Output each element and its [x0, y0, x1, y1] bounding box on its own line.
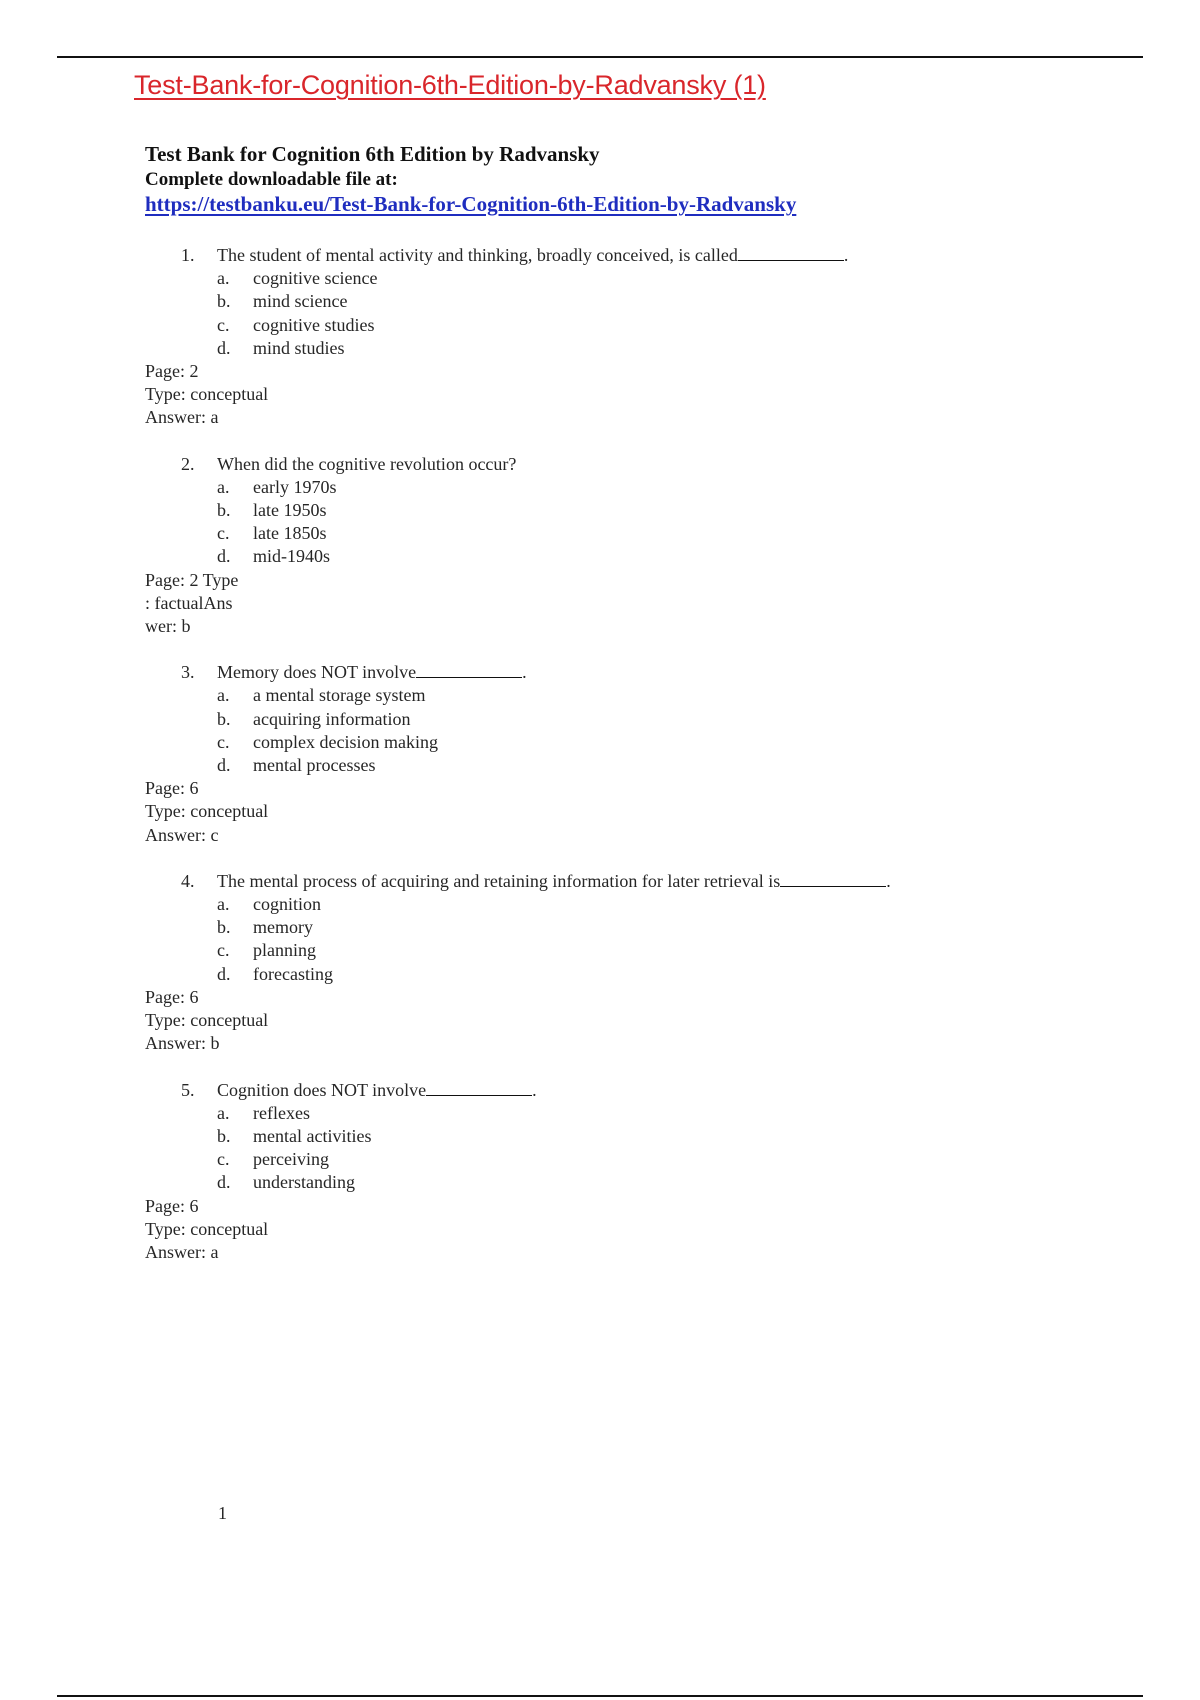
option-c — [145, 939, 1145, 962]
option-letter: a. — [217, 894, 230, 915]
meta-answer: Answer: a — [145, 407, 219, 428]
option-d — [145, 337, 1145, 360]
question-stem: Memory does NOT involve — [217, 662, 417, 683]
meta-answer: Answer: c — [145, 824, 219, 845]
meta-type: Type: conceptual — [145, 384, 269, 405]
question-number: 5. — [181, 1079, 195, 1100]
meta-answer: Answer: a — [145, 1241, 219, 1262]
meta-type: Type: conceptual — [145, 1010, 269, 1031]
question-4 — [145, 870, 1145, 1056]
question-3 — [145, 661, 1145, 847]
option-b — [145, 916, 1145, 939]
option-text: late 1950s — [253, 500, 327, 521]
option-letter: b. — [217, 1125, 231, 1146]
option-text: cognitive science — [253, 268, 378, 289]
option-text: a mental storage system — [253, 685, 426, 706]
meta-page: Page: 2 — [145, 361, 199, 382]
meta-page: Page: 6 — [145, 1195, 199, 1216]
option-letter: d. — [217, 963, 231, 984]
option-b — [145, 708, 1145, 731]
option-letter: a. — [217, 685, 230, 706]
option-d — [145, 545, 1145, 568]
option-letter: d. — [217, 337, 231, 358]
option-text: forecasting — [253, 963, 333, 984]
option-d — [145, 754, 1145, 777]
option-letter: d. — [217, 1172, 231, 1193]
header-block — [145, 142, 796, 217]
option-b — [145, 1125, 1145, 1148]
option-a — [145, 1102, 1145, 1125]
option-text: mental activities — [253, 1125, 372, 1146]
question-5 — [145, 1079, 1145, 1265]
question-end-punct: . — [886, 870, 891, 891]
question-stem: The mental process of acquiring and retaining information for later retrieval is — [217, 870, 781, 891]
meta-type: : factualAns — [145, 592, 233, 613]
top-rule — [57, 56, 1143, 58]
option-letter: a. — [217, 268, 230, 289]
document-title-link[interactable]: Test-Bank-for-Cognition-6th-Edition-by-Radvansky (1) — [134, 70, 766, 100]
option-a — [145, 893, 1145, 916]
question-number: 1. — [181, 245, 195, 265]
option-letter: d. — [217, 755, 231, 776]
option-letter: c. — [217, 940, 230, 961]
question-stem-line — [145, 1079, 1145, 1102]
download-link[interactable]: https://testbanku.eu/Test-Bank-for-Cognition-6th-Edition-by-Radvansky — [145, 192, 797, 216]
option-text: mid-1940s — [253, 546, 331, 567]
answer-blank — [416, 662, 522, 678]
question-stem: Cognition does NOT involve — [217, 1079, 427, 1100]
question-stem-line — [145, 453, 1145, 476]
question-number: 2. — [181, 453, 195, 474]
option-text: mind science — [253, 291, 348, 312]
answer-blank — [426, 1080, 532, 1096]
option-text: perceiving — [253, 1149, 329, 1170]
question-stem-line — [145, 244, 1145, 267]
answer-blank — [738, 245, 844, 261]
option-letter: b. — [217, 917, 231, 938]
option-letter: c. — [217, 523, 230, 544]
question-number: 3. — [181, 662, 195, 683]
option-text: mental processes — [253, 755, 376, 776]
option-c — [145, 1148, 1145, 1171]
option-letter: c. — [217, 731, 230, 752]
meta-type: Type: conceptual — [145, 801, 269, 822]
question-number: 4. — [181, 870, 195, 891]
option-text: early 1970s — [253, 476, 337, 497]
header-title: Test Bank for Cognition 6th Edition by Radvansky — [145, 142, 600, 166]
option-d — [145, 963, 1145, 986]
option-c — [145, 731, 1145, 754]
option-a — [145, 684, 1145, 707]
option-letter: c. — [217, 314, 230, 335]
option-text: cognition — [253, 894, 321, 915]
option-c — [145, 314, 1145, 337]
option-text: acquiring information — [253, 708, 411, 729]
meta-answer: wer: b — [145, 616, 191, 637]
answer-blank — [780, 871, 886, 887]
option-letter: b. — [217, 291, 231, 312]
meta-page: Page: 6 — [145, 986, 199, 1007]
question-stem-line — [145, 870, 1145, 893]
option-a — [145, 476, 1145, 499]
option-letter: b. — [217, 500, 231, 521]
question-end-punct: . — [532, 1079, 537, 1100]
option-text: planning — [253, 940, 316, 961]
option-text: late 1850s — [253, 523, 327, 544]
option-text: reflexes — [253, 1102, 310, 1123]
option-letter: c. — [217, 1149, 230, 1170]
page-number: 1 — [218, 1503, 227, 1523]
header-subtitle: Complete downloadable file at: — [145, 169, 398, 190]
option-letter: a. — [217, 476, 230, 497]
question-stem-line — [145, 661, 1145, 684]
option-b — [145, 499, 1145, 522]
meta-type: Type: conceptual — [145, 1218, 269, 1239]
option-d — [145, 1171, 1145, 1194]
question-2 — [145, 453, 1145, 639]
question-end-punct: . — [843, 245, 849, 265]
option-letter: b. — [217, 708, 231, 729]
bottom-rule — [57, 1695, 1143, 1697]
meta-answer: Answer: b — [145, 1033, 220, 1054]
question-end-punct: . — [522, 662, 527, 683]
option-a — [145, 267, 1145, 290]
option-letter: d. — [217, 546, 231, 567]
meta-page: Page: 6 — [145, 778, 199, 799]
option-text: understanding — [253, 1172, 355, 1193]
option-text: complex decision making — [253, 731, 438, 752]
option-text: cognitive studies — [253, 314, 375, 335]
meta-page: Page: 2 Type — [145, 569, 239, 590]
option-c — [145, 522, 1145, 545]
question-list — [145, 244, 1145, 1287]
question-1 — [145, 244, 1145, 430]
option-b — [145, 290, 1145, 313]
question-stem: The student of mental activity and thinking, broadly conceived, is called — [217, 245, 738, 265]
option-letter: a. — [217, 1102, 230, 1123]
option-text: memory — [253, 917, 313, 938]
option-text: mind studies — [253, 337, 345, 358]
question-stem: When did the cognitive revolution occur? — [217, 453, 517, 474]
